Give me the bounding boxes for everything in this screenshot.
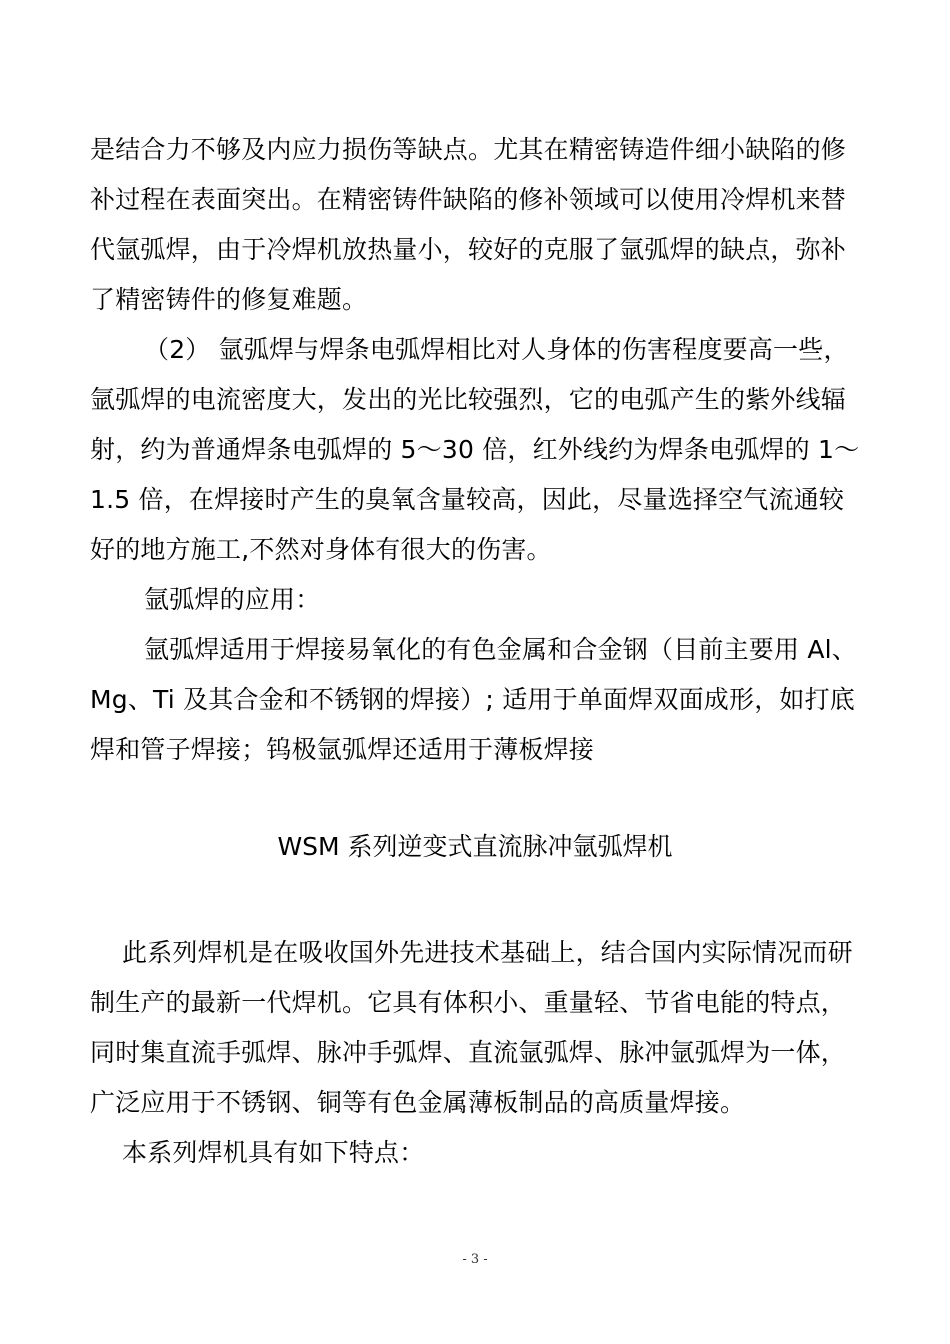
section-title: WSM 系列逆变式直流脉冲氩弧焊机 <box>277 832 673 861</box>
paragraph-2-line-1: （2） 氩弧焊与焊条电弧焊相比对人身体的伤害程度要高一些， <box>144 335 849 364</box>
paragraph-2-line-4: 1.5 倍，在焊接时产生的臭氧含量较高，因此，尽量选择空气流通较 <box>90 485 845 514</box>
paragraph-1-line-4: 了精密铸件的修复难题。 <box>90 285 368 314</box>
application-heading: 氩弧焊的应用： <box>144 585 321 614</box>
paragraph-2-line-2: 氩弧焊的电流密度大，发出的光比较强烈，它的电弧产生的紫外线辐 <box>90 385 847 414</box>
paragraph-2-line-5: 好的地方施工,不然对身体有很大的伤害。 <box>90 535 552 564</box>
paragraph-1-line-2: 补过程在表面突出。在精密铸件缺陷的修补领域可以使用冷焊机来替 <box>90 185 847 214</box>
paragraph-3-line-1: 氩弧焊适用于焊接易氧化的有色金属和合金钢（目前主要用 Al、 <box>144 635 857 664</box>
paragraph-1-line-1: 是结合力不够及内应力损伤等缺点。尤其在精密铸造件细小缺陷的修 <box>90 135 847 164</box>
paragraph-1-line-3: 代氩弧焊，由于冷焊机放热量小，较好的克服了氩弧焊的缺点，弥补 <box>90 235 847 264</box>
page-number: - 3 - <box>462 1252 488 1267</box>
paragraph-4-line-1: 此系列焊机是在吸收国外先进技术基础上，结合国内实际情况而研 <box>122 938 853 967</box>
paragraph-4-line-2: 制生产的最新一代焊机。它具有体积小、重量轻、节省电能的特点， <box>90 988 847 1017</box>
paragraph-2-line-3: 射，约为普通焊条电弧焊的 5～30 倍，红外线约为焊条电弧焊的 1～ <box>90 435 860 464</box>
features-heading: 本系列焊机具有如下特点： <box>122 1138 425 1167</box>
paragraph-4-line-4: 广泛应用于不锈钢、铜等有色金属薄板制品的高质量焊接。 <box>90 1088 746 1117</box>
paragraph-3-line-2: Mg、Ti 及其合金和不锈钢的焊接）; 适用于单面焊双面成形，如打底 <box>90 685 856 714</box>
paragraph-4-line-3: 同时集直流手弧焊、脉冲手弧焊、直流氩弧焊、脉冲氩弧焊为一体， <box>90 1038 847 1067</box>
paragraph-3-line-3: 焊和管子焊接；钨极氩弧焊还适用于薄板焊接 <box>90 735 595 764</box>
